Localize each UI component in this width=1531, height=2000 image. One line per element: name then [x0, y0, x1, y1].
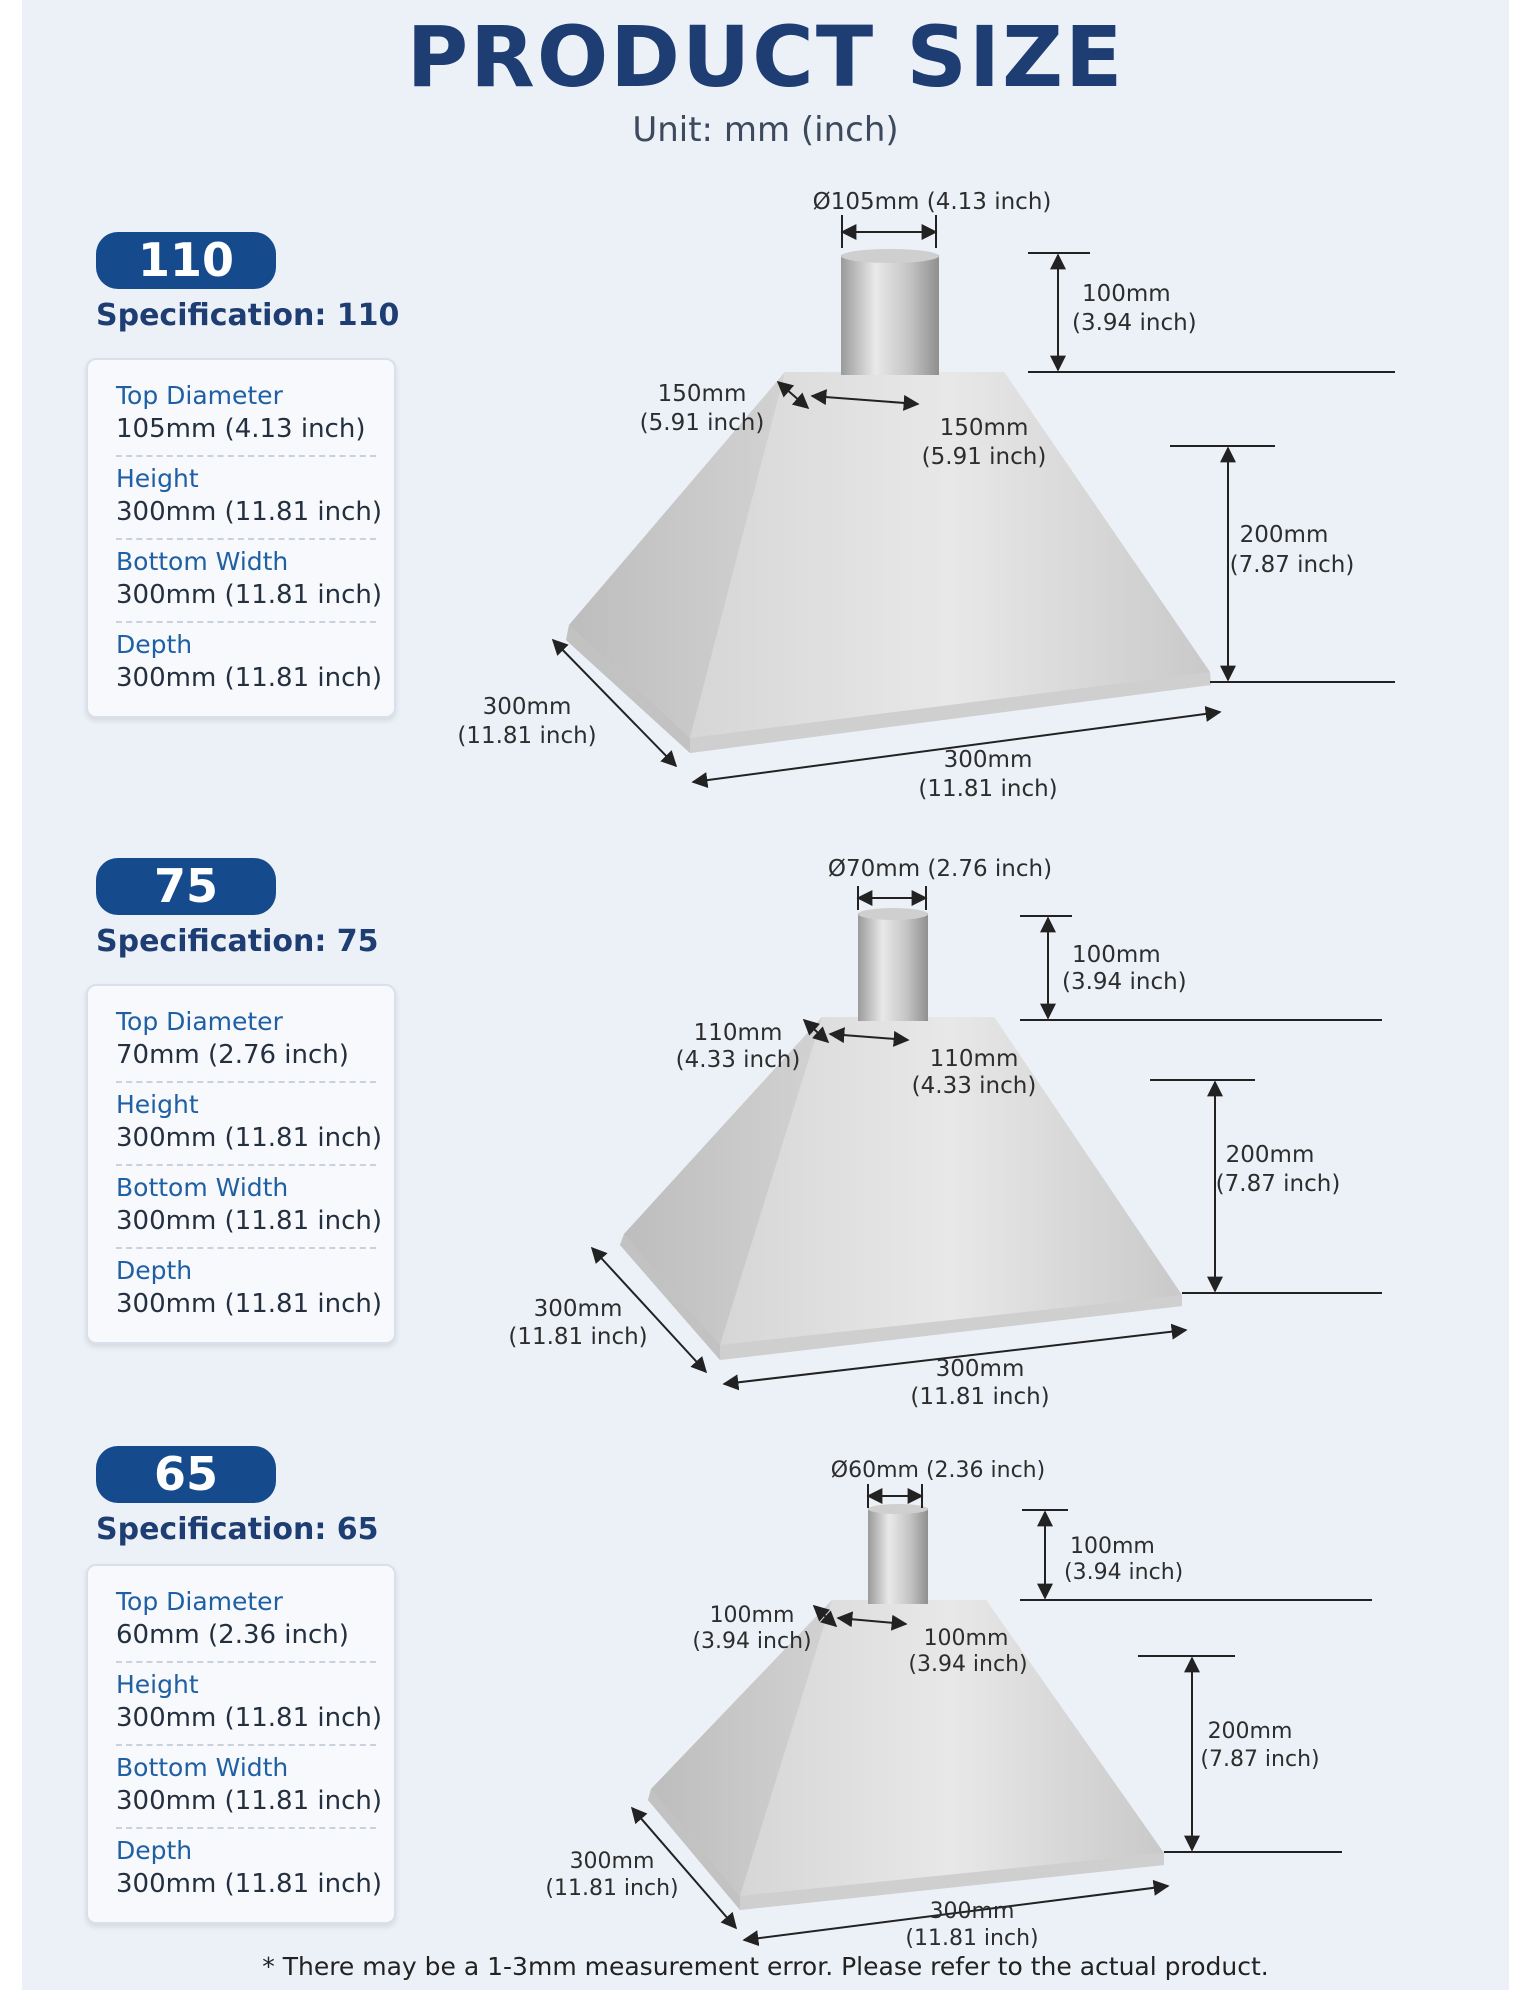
- dim-top-depth-in: (3.94 inch): [692, 1629, 812, 1654]
- spec-label: Bottom Width: [116, 1173, 289, 1202]
- spec-label: Depth: [116, 630, 193, 659]
- spec-label: Height: [116, 1670, 199, 1699]
- dim-bottom-width-in: (11.81 inch): [918, 776, 1058, 802]
- spec-title: Specification: 110: [96, 298, 400, 333]
- dim-bottom-width-in: (11.81 inch): [905, 1926, 1039, 1951]
- spec-title: Specification: 65: [96, 1512, 379, 1547]
- dim-top-depth-in: (4.33 inch): [675, 1047, 801, 1073]
- dim-top-width-in: (5.91 inch): [921, 444, 1047, 470]
- spec-value: 300mm (11.81 inch): [116, 1123, 383, 1153]
- dim-body-height-in: (7.87 inch): [1200, 1747, 1320, 1772]
- unit-subtitle: Unit: mm (inch): [632, 110, 899, 150]
- dim-bottom-width-mm: 300mm: [935, 1356, 1025, 1382]
- dim-top-width-in: (3.94 inch): [908, 1652, 1028, 1677]
- spec-value: 300mm (11.81 inch): [116, 1206, 383, 1236]
- dim-bottom-width-mm: 300mm: [929, 1899, 1015, 1924]
- dim-top-width-mm: 150mm: [939, 415, 1029, 441]
- spec-badge: 65: [96, 1446, 276, 1503]
- hood-pipe-top: [841, 249, 939, 263]
- spec-label: Height: [116, 1090, 199, 1119]
- dim-top-width-mm: 110mm: [929, 1046, 1019, 1072]
- dim-pipe-height-in: (3.94 inch): [1062, 969, 1187, 995]
- spec-label: Bottom Width: [116, 1753, 289, 1782]
- dim-top-depth-mm: 110mm: [693, 1020, 783, 1046]
- hood-pipe: [868, 1508, 928, 1604]
- dim-bottom-width-mm: 300mm: [943, 747, 1033, 773]
- spec-label: Bottom Width: [116, 547, 289, 576]
- hood-pipe: [858, 913, 928, 1021]
- hood-pipe: [841, 255, 939, 375]
- dim-body-height-in: (7.87 inch): [1215, 1171, 1341, 1197]
- dim-body-height-in: (7.87 inch): [1229, 552, 1355, 578]
- spec-title: Specification: 75: [96, 924, 379, 959]
- dim-top-depth-mm: 100mm: [709, 1603, 795, 1628]
- spec-badge: 110: [96, 232, 276, 289]
- dim-bottom-depth-in: (11.81 inch): [457, 723, 597, 749]
- dim-pipe-height-in: (3.94 inch): [1064, 1560, 1184, 1585]
- spec-value: 70mm (2.76 inch): [116, 1040, 349, 1070]
- dim-top-depth-mm: 150mm: [657, 381, 747, 407]
- dim-body-height-mm: 200mm: [1207, 1719, 1293, 1744]
- dim-bottom-depth-in: (11.81 inch): [545, 1876, 679, 1901]
- dim-pipe-diameter: Ø105mm (4.13 inch): [812, 189, 1052, 215]
- dim-top-width-in: (4.33 inch): [911, 1073, 1037, 1099]
- dim-pipe-height-mm: 100mm: [1072, 942, 1161, 968]
- dim-bottom-width-in: (11.81 inch): [910, 1384, 1050, 1410]
- spec-label: Height: [116, 464, 199, 493]
- dim-pipe-diameter: Ø60mm (2.36 inch): [830, 1458, 1046, 1483]
- spec-value: 105mm (4.13 inch): [116, 414, 366, 444]
- spec-badge: 75: [96, 858, 276, 915]
- spec-value: 300mm (11.81 inch): [116, 580, 383, 610]
- spec-label: Depth: [116, 1836, 193, 1865]
- dim-top-depth-in: (5.91 inch): [639, 410, 765, 436]
- hood-pipe-top: [858, 908, 928, 920]
- dim-top-width-mm: 100mm: [923, 1626, 1009, 1651]
- dim-bottom-depth-in: (11.81 inch): [508, 1324, 648, 1350]
- spec-value: 300mm (11.81 inch): [116, 1786, 383, 1816]
- spec-value: 300mm (11.81 inch): [116, 497, 383, 527]
- dim-pipe-diameter: Ø70mm (2.76 inch): [827, 856, 1053, 882]
- spec-label: Depth: [116, 1256, 193, 1285]
- dim-bottom-depth-mm: 300mm: [533, 1296, 623, 1322]
- dim-pipe-height-mm: 100mm: [1070, 1534, 1155, 1559]
- measurement-footnote: * There may be a 1-3mm measurement error. Please refer to the actual product.: [262, 1952, 1269, 1981]
- spec-value: 300mm (11.81 inch): [116, 1289, 383, 1319]
- spec-value: 300mm (11.81 inch): [116, 663, 383, 693]
- dim-pipe-height-in: (3.94 inch): [1072, 310, 1197, 336]
- spec-label: Top Diameter: [116, 1587, 283, 1616]
- spec-value: 60mm (2.36 inch): [116, 1620, 349, 1650]
- spec-label: Top Diameter: [116, 1007, 283, 1036]
- spec-value: 300mm (11.81 inch): [116, 1869, 383, 1899]
- dim-bottom-depth-mm: 300mm: [482, 694, 572, 720]
- page-title: PRODUCT SIZE: [406, 8, 1125, 106]
- dim-body-height-mm: 200mm: [1239, 522, 1329, 548]
- dim-bottom-depth-mm: 300mm: [569, 1849, 655, 1874]
- dim-pipe-height-mm: 100mm: [1082, 281, 1171, 307]
- hood-pipe-top: [868, 1504, 928, 1514]
- dim-body-height-mm: 200mm: [1225, 1142, 1315, 1168]
- spec-label: Top Diameter: [116, 381, 283, 410]
- spec-value: 300mm (11.81 inch): [116, 1703, 383, 1733]
